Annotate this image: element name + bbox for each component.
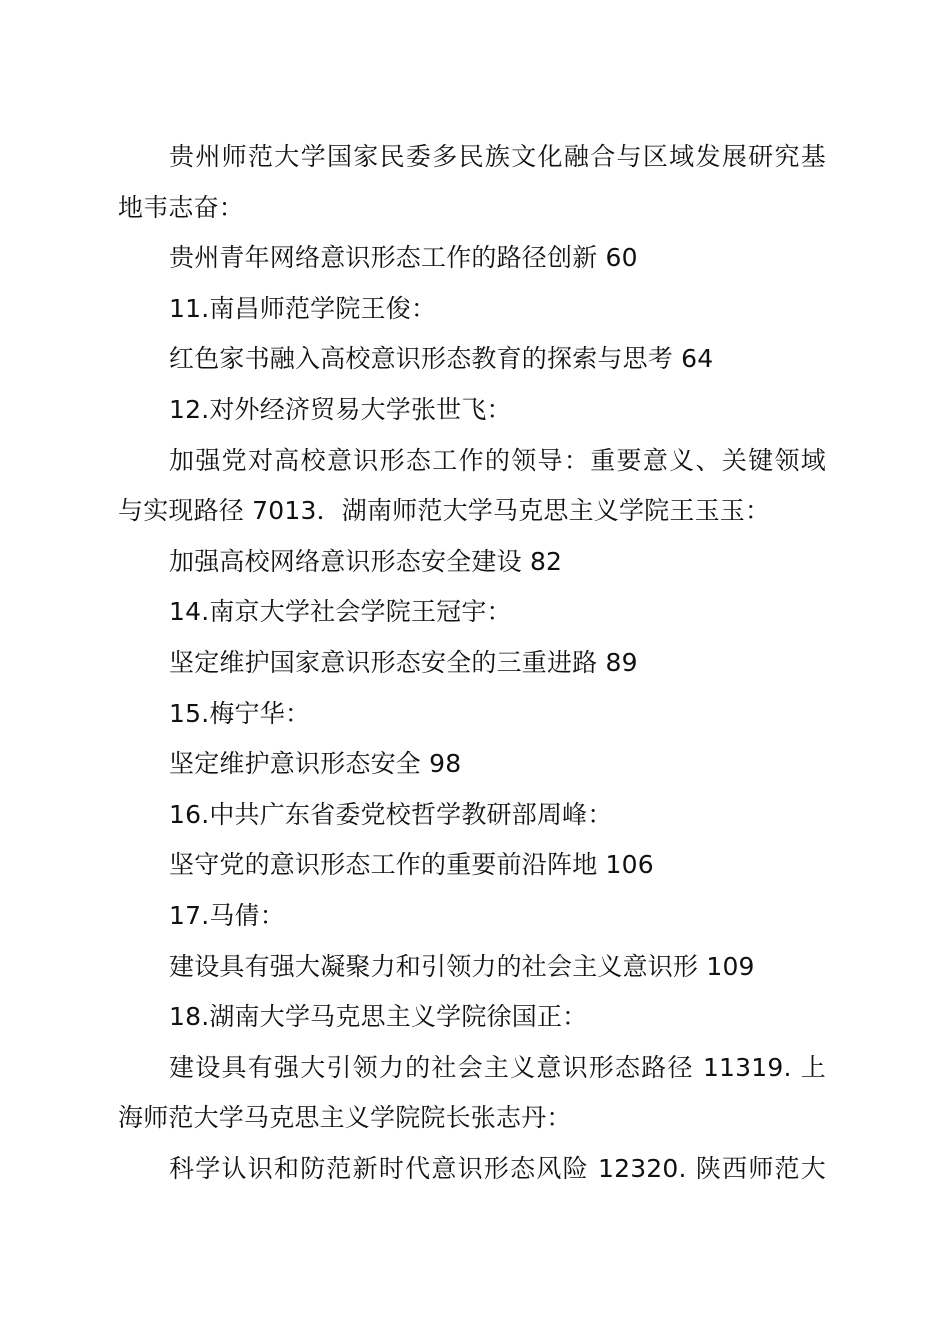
text-line: 地韦志奋： <box>118 192 245 222</box>
text-line: 15.梅宁华： <box>169 698 311 728</box>
document-body <box>118 132 826 1194</box>
text-line: 12.对外经济贸易大学张世飞： <box>169 394 512 424</box>
text-line: 17.马倩： <box>169 900 285 930</box>
text-line: 坚定维护意识形态安全 98 <box>169 749 462 779</box>
text-line: 11.南昌师范学院王俊： <box>169 293 437 323</box>
text-line: 建设具有强大引领力的社会主义意识形态路径 11319. 上 <box>169 1052 826 1082</box>
text-line: 18.湖南大学马克思主义学院徐国正： <box>169 1002 588 1032</box>
text-line: 贵州师范大学国家民委多民族文化融合与区域发展研究基 <box>169 142 826 171</box>
text-line: 科学认识和防范新时代意识形态风险 12320. 陕西师范大 <box>169 1153 826 1183</box>
text-line: 红色家书融入高校意识形态教育的探索与思考 64 <box>169 344 714 374</box>
text-line: 海师范大学马克思主义学院院长张志丹： <box>118 1103 572 1133</box>
text-line: 16.中共广东省委党校哲学教研部周峰： <box>169 799 613 829</box>
text-line: 坚守党的意识形态工作的重要前沿阵地 106 <box>169 850 654 880</box>
text-line: 贵州青年网络意识形态工作的路径创新 60 <box>169 243 638 273</box>
text-line: 14.南京大学社会学院王冠宇： <box>169 597 512 627</box>
text-line: 加强高校网络意识形态安全建设 82 <box>169 546 563 576</box>
text-line: 加强党对高校意识形态工作的领导：重要意义、关键领域 <box>169 445 826 475</box>
text-line: 建设具有强大凝聚力和引领力的社会主义意识形 109 <box>169 951 755 981</box>
text-line: 坚定维护国家意识形态安全的三重进路 89 <box>169 647 638 677</box>
text-line: 与实现路径 7013．湖南师范大学马克思主义学院王玉玉： <box>118 496 771 526</box>
